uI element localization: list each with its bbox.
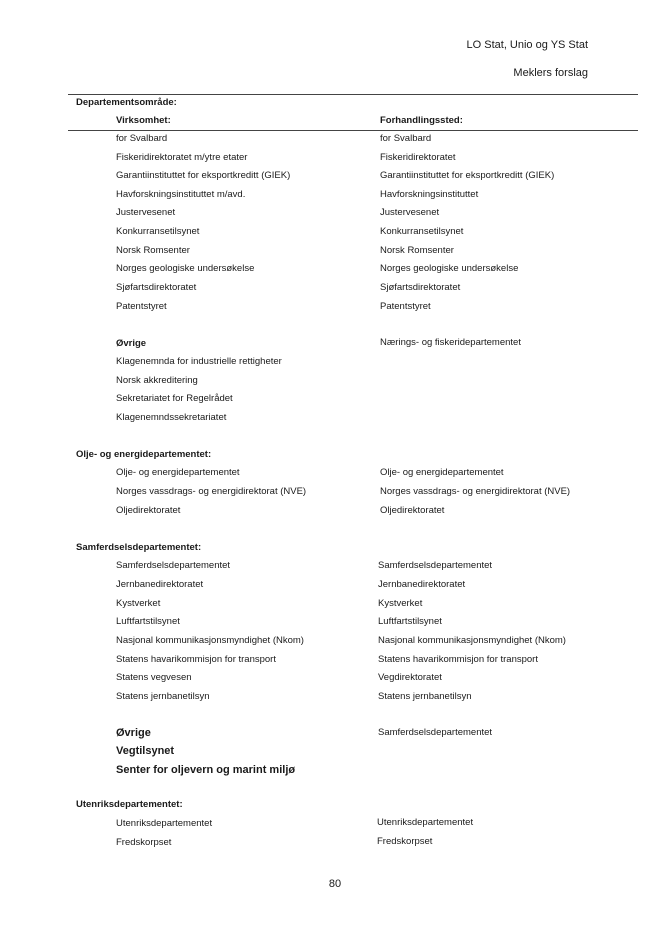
cell-forhandlingssted: Konkurransetilsynet — [380, 226, 464, 237]
section-heading: Utenriksdepartementet: — [76, 799, 183, 810]
cell-virksomhet: Statens havarikommisjon for transport — [116, 654, 276, 665]
list-item: Sekretariatet for Regelrådet — [116, 393, 233, 404]
cell-forhandlingssted: Nasjonal kommunikasjonsmyndighet (Nkom) — [378, 635, 566, 646]
cell-virksomhet: Norsk Romsenter — [116, 245, 190, 256]
list-item: Vegtilsynet — [116, 745, 175, 757]
group-label: Departementsområde: — [76, 97, 177, 108]
header-org: LO Stat, Unio og YS Stat — [466, 39, 588, 51]
cell-virksomhet: Kystverket — [116, 598, 161, 609]
cell-virksomhet: Statens vegvesen — [116, 672, 192, 683]
cell-virksomhet: Oljedirektoratet — [116, 505, 181, 516]
cell-forhandlingssted: Sjøfartsdirektoratet — [380, 282, 461, 293]
cell-virksomhet: Patentstyret — [116, 301, 167, 312]
ovrige-label: Øvrige — [116, 338, 147, 349]
cell-virksomhet: Utenriksdepartementet — [116, 818, 213, 829]
cell-forhandlingssted: Statens jernbanetilsyn — [378, 691, 472, 702]
cell-virksomhet: Fredskorpset — [116, 837, 172, 848]
cell-forhandlingssted: Utenriksdepartementet — [377, 817, 474, 828]
cell-virksomhet: Norges vassdrags- og energidirektorat (NVE) — [116, 486, 307, 497]
cell-forhandlingssted: Fredskorpset — [377, 836, 433, 847]
cell-virksomhet: Justervesenet — [116, 207, 176, 218]
cell-virksomhet: Sjøfartsdirektoratet — [116, 282, 197, 293]
cell-forhandlingssted: Oljedirektoratet — [380, 505, 445, 516]
cell-forhandlingssted: Norsk Romsenter — [380, 245, 454, 256]
header-rule — [68, 130, 638, 131]
cell-virksomhet: Garantiinstituttet for eksportkreditt (GIEK) — [116, 170, 291, 181]
cell-forhandlingssted: Garantiinstituttet for eksportkreditt (GIEK) — [380, 170, 555, 181]
cell-virksomhet: for Svalbard — [116, 133, 168, 144]
page-number: 80 — [328, 878, 342, 890]
cell-virksomhet: Konkurransetilsynet — [116, 226, 200, 237]
list-item: Senter for oljevern og marint miljø — [116, 764, 296, 776]
section-heading: Olje- og energidepartementet: — [76, 449, 212, 460]
cell-virksomhet: Havforskningsinstituttet m/avd. — [116, 189, 246, 200]
cell-virksomhet: Fiskeridirektoratet m/ytre etater — [116, 152, 248, 163]
cell-forhandlingssted: Luftfartstilsynet — [378, 616, 442, 627]
cell-forhandlingssted: Vegdirektoratet — [378, 672, 442, 683]
cell-forhandlingssted: Havforskningsinstituttet — [380, 189, 479, 200]
cell-virksomhet: Jernbanedirektoratet — [116, 579, 204, 590]
cell-forhandlingssted: Samferdselsdepartementet — [378, 560, 493, 571]
cell-forhandlingssted: for Svalbard — [380, 133, 432, 144]
cell-virksomhet: Olje- og energidepartementet — [116, 467, 240, 478]
cell-forhandlingssted: Fiskeridirektoratet — [380, 152, 456, 163]
column-header-forhandlingssted: Forhandlingssted: — [380, 115, 463, 126]
ovrige-forhandlingssted: Samferdselsdepartementet — [378, 727, 493, 738]
list-item: Norsk akkreditering — [116, 375, 198, 386]
cell-forhandlingssted: Kystverket — [378, 598, 423, 609]
cell-forhandlingssted: Patentstyret — [380, 301, 431, 312]
cell-forhandlingssted: Norges geologiske undersøkelse — [380, 263, 519, 274]
section-heading: Samferdselsdepartementet: — [76, 542, 202, 553]
cell-virksomhet: Norges geologiske undersøkelse — [116, 263, 255, 274]
ovrige-forhandlingssted: Nærings- og fiskeridepartementet — [380, 337, 521, 348]
ovrige-label: Øvrige — [116, 727, 151, 739]
cell-forhandlingssted: Justervesenet — [380, 207, 440, 218]
column-header-virksomhet: Virksomhet: — [116, 115, 171, 126]
cell-forhandlingssted: Olje- og energidepartementet — [380, 467, 504, 478]
list-item: Klagenemnda for industrielle rettigheter — [116, 356, 282, 367]
cell-virksomhet: Statens jernbanetilsyn — [116, 691, 210, 702]
cell-forhandlingssted: Statens havarikommisjon for transport — [378, 654, 538, 665]
list-item: Klagenemndssekretariatet — [116, 412, 227, 423]
cell-forhandlingssted: Jernbanedirektoratet — [378, 579, 466, 590]
cell-virksomhet: Samferdselsdepartementet — [116, 560, 231, 571]
top-rule — [68, 94, 638, 95]
header-subtitle: Meklers forslag — [513, 67, 588, 79]
cell-forhandlingssted: Norges vassdrags- og energidirektorat (NVE) — [380, 486, 571, 497]
cell-virksomhet: Luftfartstilsynet — [116, 616, 180, 627]
cell-virksomhet: Nasjonal kommunikasjonsmyndighet (Nkom) — [116, 635, 304, 646]
